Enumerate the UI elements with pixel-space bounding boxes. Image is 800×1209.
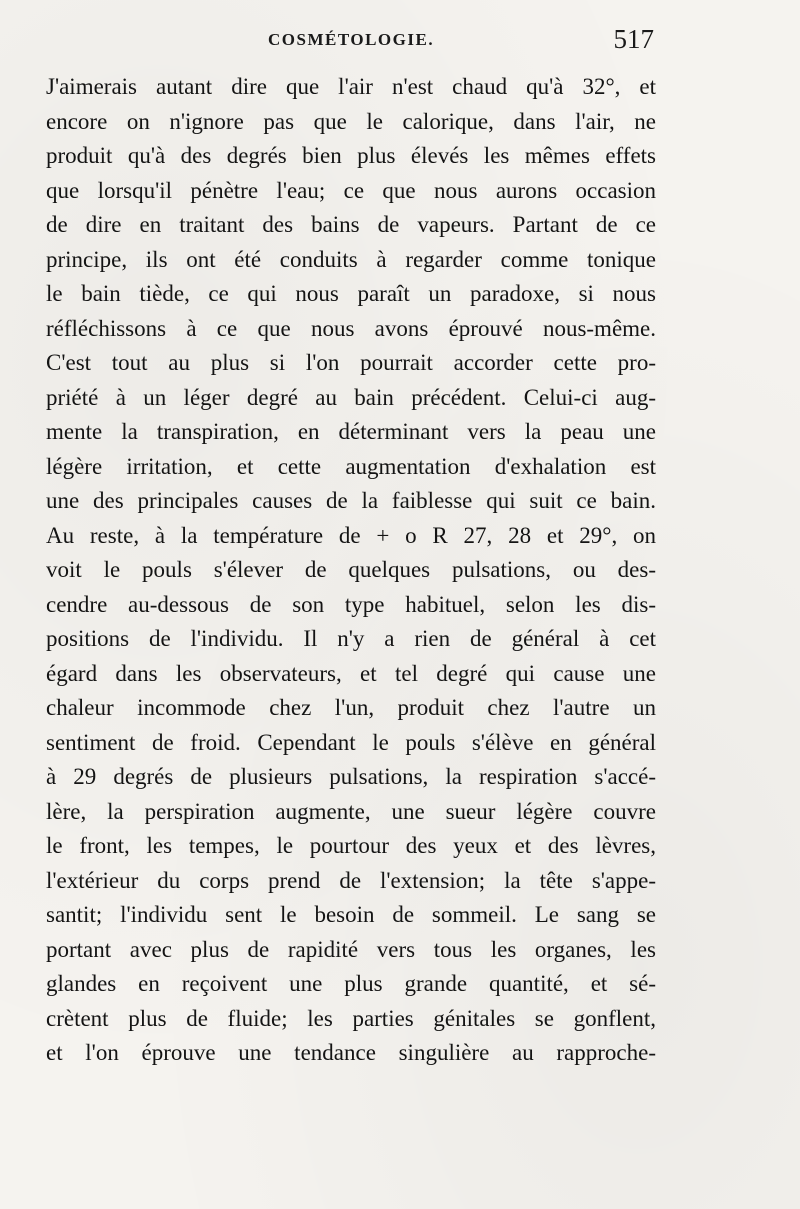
text-line: de dire en traitant des bains de vapeurs. Partant de ce [46, 212, 656, 237]
running-title: COSMÉTOLOGIE. [268, 30, 435, 49]
text-line: glandes en reçoivent une plus grande quantité, et sé- [46, 971, 656, 996]
text-line: réfléchissons à ce que nous avons éprouvé nous-même. [46, 315, 656, 341]
text-line: principe, ils ont été conduits à regarder comme tonique [46, 246, 656, 272]
text-line: encore on n'ignore pas que le calorique, dans l'air, ne [46, 108, 656, 134]
text-line: Au reste, à la température de + o R 27, 28 et 29°, on [46, 522, 656, 548]
text-line: santit; l'individu sent le besoin de sommeil. Le sang se [46, 902, 656, 927]
text-line: lère, la perspiration augmente, une sueur légère couvre [46, 798, 656, 824]
text-line: le front, les tempes, le pourtour des yeux et des lèvres, [46, 833, 656, 858]
page-number: 517 [613, 24, 654, 54]
text-line: que lorsqu'il pénètre l'eau; ce que nous aurons occasion [46, 177, 656, 203]
text-line: C'est tout au plus si l'on pourrait accorder cette pro- [46, 350, 656, 375]
text-line: l'extérieur du corps prend de l'extension; la tête s'appe- [46, 867, 656, 893]
text-line: portant avec plus de rapidité vers tous les organes, les [46, 936, 656, 962]
text-line: et l'on éprouve une tendance singulière au rapproche- [46, 1040, 656, 1065]
text-line: égard dans les observateurs, et tel degré qui cause une [46, 660, 656, 686]
text-line: sentiment de froid. Cependant le pouls s'élève en général [46, 729, 656, 755]
text-line: voit le pouls s'élever de quelques pulsations, ou des- [46, 557, 656, 582]
text-line: chaleur incommode chez l'un, produit chez l'autre un [46, 695, 656, 720]
text-line: cendre au-dessous de son type habituel, selon les dis- [46, 591, 656, 617]
text-line: priété à un léger degré au bain précédent. Celui-ci aug- [46, 384, 656, 410]
text-line: légère irritation, et cette augmentation d'exhalation est [46, 453, 656, 479]
text-line: crètent plus de fluide; les parties génitales se gonflent, [46, 1005, 656, 1031]
text-line: à 29 degrés de plusieurs pulsations, la respiration s'accé- [46, 764, 656, 789]
body-text [46, 70, 656, 1071]
text-line: produit qu'à des degrés bien plus élevés les mêmes effets [46, 143, 656, 168]
text-line: une des principales causes de la faiblesse qui suit ce bain. [46, 488, 656, 513]
text-line: J'aimerais autant dire que l'air n'est chaud qu'à 32°, et [46, 74, 656, 99]
text-line: mente la transpiration, en déterminant vers la peau une [46, 419, 656, 444]
text-line: le bain tiède, ce qui nous paraît un paradoxe, si nous [46, 281, 656, 306]
text-line: positions de l'individu. Il n'y a rien de général à cet [46, 626, 656, 651]
